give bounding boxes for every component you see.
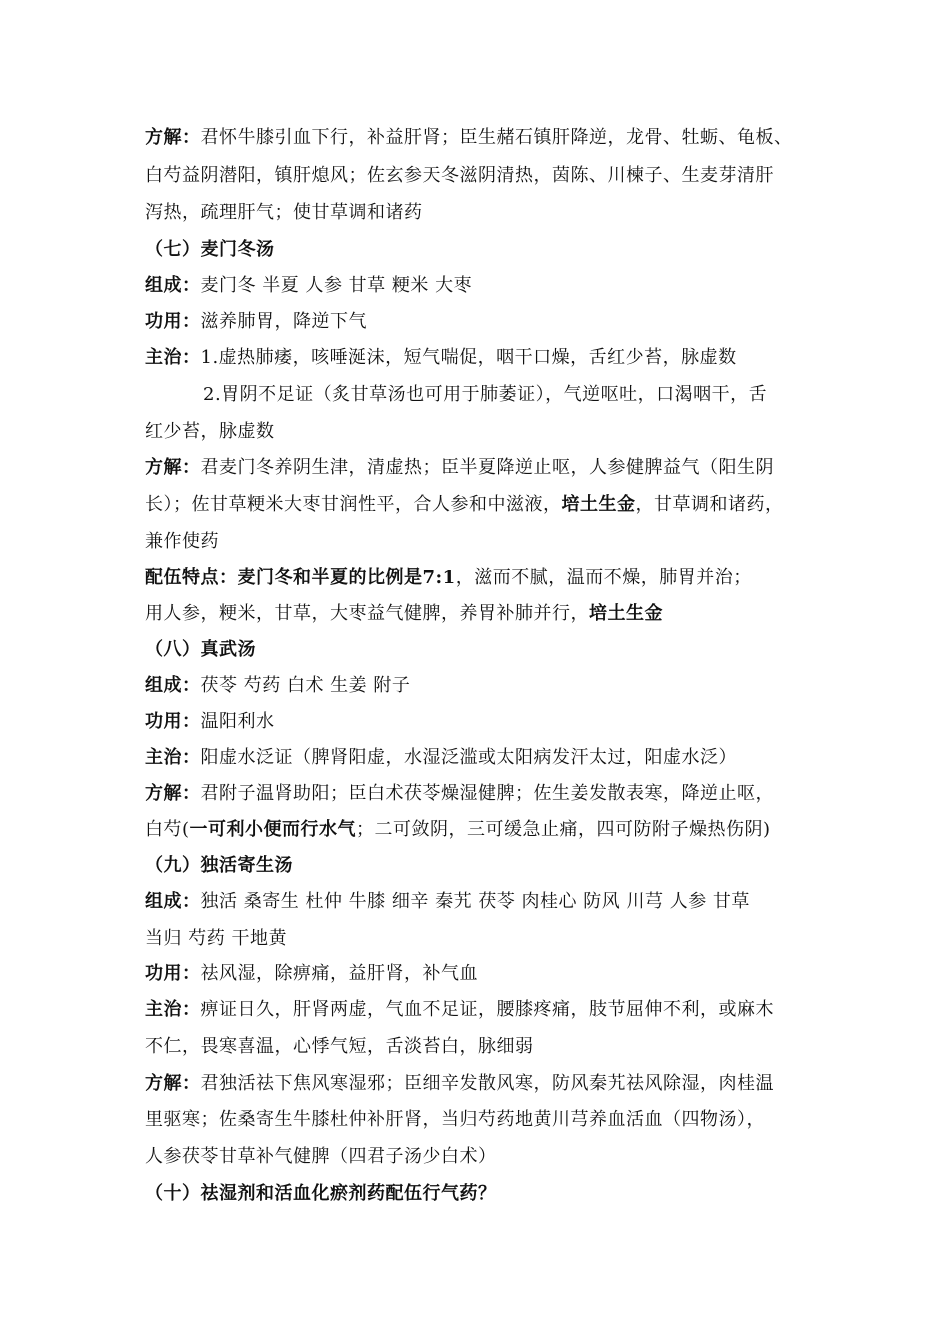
section-label: 主治：: [145, 747, 201, 768]
body-line: [145, 201, 423, 225]
body-text: 人参茯苓甘草补气健脾（四君子汤少白术）: [145, 1146, 497, 1167]
body-text: 里驱寒；佐桑寄生牛膝杜仲补肝肾，当归芍药地黄川芎养血活血（四物汤），: [145, 1109, 765, 1130]
body-text: 红少苔，脉虚数: [145, 421, 275, 442]
body-line: [145, 1035, 534, 1059]
fangjie-line: [145, 1072, 774, 1096]
body-text: 君麦门冬养阴生津，清虚热；臣半夏降逆止呕，人参健脾益气（阳生阴: [200, 457, 774, 478]
section-label: 方解：: [145, 783, 201, 804]
body-line: [145, 927, 287, 951]
body-line: [145, 493, 784, 517]
body-text: 温阳利水: [200, 711, 275, 732]
body-line: [145, 530, 219, 554]
body-text: 白芍(: [145, 819, 190, 840]
section-label: 组成：: [145, 891, 201, 912]
bold-text: 麦门冬和半夏的比例是7:1: [237, 567, 456, 588]
function-line: [145, 962, 478, 986]
body-text: 2.胃阴不足证（炙甘草汤也可用于肺萎证），气逆呕吐，口渴咽干，舌: [203, 384, 768, 405]
body-text: 兼作使药: [145, 531, 219, 552]
body-text: 泻热，疏理肝气；使甘草调和诸药: [145, 202, 423, 223]
body-text: 麦门冬 半夏 人参 甘草 粳米 大枣: [200, 275, 473, 296]
body-line: [145, 1108, 765, 1132]
body-text: 用人参，粳米，甘草，大枣益气健脾，养胃补肺并行，: [145, 603, 589, 624]
body-text: 滋养肺胃，降逆下气: [200, 311, 367, 332]
body-text: 痹证日久，肝肾两虚，气血不足证，腰膝疼痛，肢节屈伸不利，或麻木: [200, 999, 774, 1020]
body-text: 白芍益阴潜阳，镇肝熄风；佐玄参天冬滋阴清热，茵陈、川楝子、生麦芽清肝: [145, 165, 774, 186]
section-label: 主治：: [145, 999, 201, 1020]
body-text: 不仁，畏寒喜温，心悸气短，舌淡苔白，脉细弱: [145, 1036, 534, 1057]
fangjie-line: [145, 782, 774, 806]
body-text: 阳虚水泛证（脾肾阳虚，水湿泛滥或太阳病发汗太过，阳虚水泛）: [200, 747, 737, 768]
section-label: 方解：: [145, 457, 201, 478]
section-heading: （八）真武汤: [145, 639, 256, 660]
bold-text: 培土生金: [561, 494, 636, 515]
body-text: ，甘草调和诸药，: [635, 494, 784, 515]
fangjie-line: [145, 126, 793, 150]
body-text: 君独活祛下焦风寒湿邪；臣细辛发散风寒，防风秦艽祛风除湿，肉桂温: [200, 1073, 774, 1094]
section-label: 功用：: [145, 711, 201, 732]
feature-line: [145, 566, 752, 590]
body-line: [145, 602, 663, 626]
bold-text: 培土生金: [589, 603, 663, 624]
body-text: 祛风湿，除痹痛，益肝肾，补气血: [200, 963, 478, 984]
composition-line: [145, 674, 410, 698]
indication-line: [145, 998, 774, 1022]
section-label: 主治：: [145, 347, 201, 368]
body-text: 当归 芍药 干地黄: [145, 928, 287, 949]
section-label: 方解：: [145, 1073, 201, 1094]
body-text: 独活 桑寄生 杜仲 牛膝 细辛 秦艽 茯苓 肉桂心 防风 川芎 人参 甘草: [200, 891, 750, 912]
composition-line: [145, 890, 750, 914]
section-heading: （七）麦门冬汤: [145, 239, 275, 260]
section-label: 组成：: [145, 275, 201, 296]
bold-text: 一可利小便而行水气: [189, 819, 357, 840]
section-label: 组成：: [145, 675, 201, 696]
indication-line: [145, 346, 737, 370]
body-text: ，滋而不腻，温而不燥，肺胃并治；: [455, 567, 752, 588]
body-line: [145, 1145, 497, 1169]
section-label: 配伍特点：: [145, 567, 238, 588]
body-text: 茯苓 芍药 白术 生姜 附子: [200, 675, 411, 696]
fangjie-line: [145, 456, 774, 480]
body-text: 1.虚热肺痿，咳唾涎沫，短气喘促，咽干口燥，舌红少苔，脉虚数: [200, 347, 737, 368]
body-text: 长）；佐甘草粳米大枣甘润性平，合人参和中滋液，: [145, 494, 562, 515]
section-heading: （十）祛湿剂和活血化瘀剂药配伍行气药？: [145, 1183, 497, 1204]
section-label: 功用：: [145, 963, 201, 984]
section-label: 方解：: [145, 127, 201, 148]
function-line: [145, 310, 367, 334]
body-line: [145, 818, 771, 842]
body-text: ；二可敛阴，三可缓急止痛，四可防附子燥热伤阴): [356, 819, 771, 840]
function-line: [145, 710, 275, 734]
indication-line: [145, 746, 737, 770]
section-heading: （九）独活寄生汤: [145, 855, 293, 876]
section-label: 功用：: [145, 311, 201, 332]
composition-line: [145, 274, 472, 298]
body-text: 君附子温肾助阳；臣白术茯苓燥湿健脾；佐生姜发散表寒，降逆止呕，: [200, 783, 774, 804]
body-line: [203, 383, 767, 407]
body-line: [145, 420, 275, 444]
body-text: 君怀牛膝引血下行，补益肝肾；臣生赭石镇肝降逆，龙骨、牡蛎、龟板、: [200, 127, 793, 148]
body-line: [145, 164, 774, 188]
